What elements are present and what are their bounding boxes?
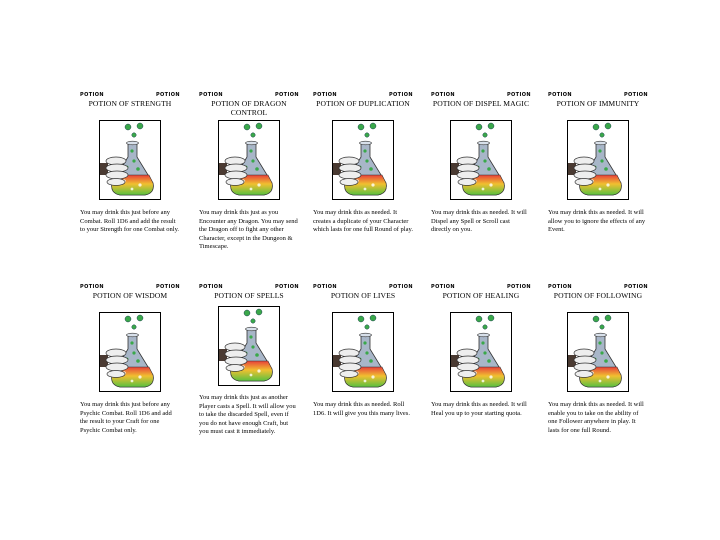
tag-right: POTION xyxy=(623,92,648,98)
potion-flask-icon xyxy=(99,120,161,200)
tag-left: POTION xyxy=(548,284,573,290)
tag-left: POTION xyxy=(313,92,338,98)
card-description: You may drink this as needed. It will Heal you up to your starting quota. xyxy=(431,401,527,417)
card-description: You may drink this just before any Combat. Roll 1D6 and add the result to your Strength for one Combat only. xyxy=(80,209,180,234)
tag-right: POTION xyxy=(506,284,531,290)
tag-left: POTION xyxy=(313,284,338,290)
card-description: You may drink this just as you Encounter any Dragon. You may send the Dragon off to fight any other Character, except in the Dungeon & Timescape. xyxy=(199,209,298,251)
tag-left: POTION xyxy=(80,92,105,98)
tag-left: POTION xyxy=(431,284,456,290)
tag-right: POTION xyxy=(388,284,413,290)
card-description: You may drink this as needed. It will allow you to ignore the effects of any Event. xyxy=(548,209,646,234)
card-title: POTION OF DUPLICATION xyxy=(316,99,410,108)
potion-flask-icon xyxy=(99,312,161,392)
card-title: POTION OF HEALING xyxy=(442,291,520,300)
potion-flask-icon xyxy=(332,312,394,392)
tag-right: POTION xyxy=(506,92,531,98)
card-title: POTION OF SPELLS xyxy=(214,291,284,300)
card-title: POTION OF DISPEL MAGIC xyxy=(432,99,530,108)
tag-right: POTION xyxy=(388,92,413,98)
tag-right: POTION xyxy=(274,92,299,98)
card-title: POTION OF DRAGON CONTROL xyxy=(211,99,287,117)
potion-flask-icon xyxy=(450,120,512,200)
card-description: You may drink this just before any Psychic Combat. Roll 1D6 and add the result to your Craft for one Psychic Combat only. xyxy=(80,401,172,434)
potion-flask-icon xyxy=(450,312,512,392)
card-description: You may drink this as needed. Roll 1D6. It will give you this many lives. xyxy=(313,401,410,417)
tag-left: POTION xyxy=(431,92,456,98)
card-description: You may drink this as needed. It creates a duplicate of your Character which lasts for one full Round of play. xyxy=(313,209,413,234)
card-title: POTION OF FOLLOWING xyxy=(553,291,643,300)
potion-flask-icon xyxy=(218,306,280,386)
card-title: POTION OF WISDOM xyxy=(92,291,168,300)
potion-flask-icon xyxy=(567,312,629,392)
card-title: POTION OF IMMUNITY xyxy=(556,99,640,108)
tag-right: POTION xyxy=(274,284,299,290)
tag-right: POTION xyxy=(155,92,180,98)
card-title: POTION OF STRENGTH xyxy=(88,99,172,108)
tag-right: POTION xyxy=(623,284,648,290)
potion-flask-icon xyxy=(332,120,394,200)
potion-flask-icon xyxy=(218,120,280,200)
card-title: POTION OF LIVES xyxy=(330,291,396,300)
card-description: You may drink this as needed. It will Dispel any Spell or Scroll cast directly on you. xyxy=(431,209,527,234)
tag-left: POTION xyxy=(199,284,224,290)
card-description: You may drink this as needed. It will enable you to take on the ability of one Follower anywhere in play. It lasts for one full Round. xyxy=(548,401,644,434)
tag-left: POTION xyxy=(80,284,105,290)
card-description: You may drink this just as another Player casts a Spell. It will allow you to take the discarded Spell, even if you do not have enough Craft, but you must cast it immediately. xyxy=(199,394,296,436)
potion-flask-icon xyxy=(567,120,629,200)
tag-right: POTION xyxy=(155,284,180,290)
tag-left: POTION xyxy=(199,92,224,98)
tag-left: POTION xyxy=(548,92,573,98)
